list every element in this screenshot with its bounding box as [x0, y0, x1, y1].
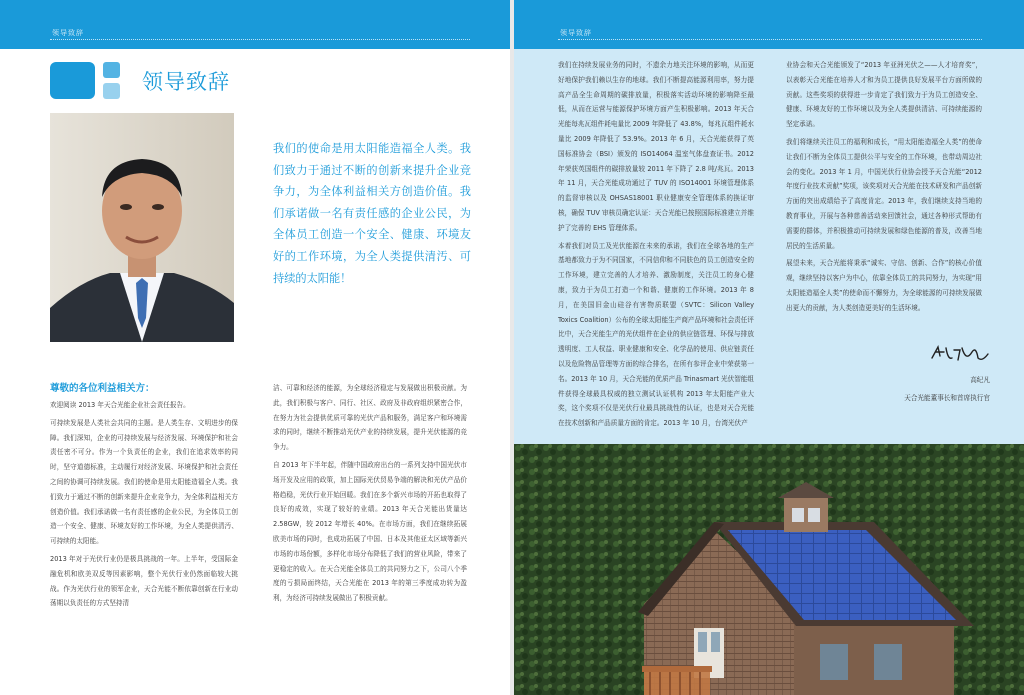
letter-column-4: [786, 58, 982, 319]
paragraph: 洁、可靠和经济的能源，为全球经济稳定与发展做出积极贡献。为此，我们积极与客户、同行、社区、政府及非政府组织紧密合作，在努力为社会提供优质可靠的光伏产品和服务，满足客户和环境需求的同时，继续不断推动光伏产业的持续发展，提升光伏能源的竞争力。: [273, 384, 467, 452]
paragraph: 业协会和天合光能颁发了“2013 年亚洲光伏之——人才培育奖”，以表彰天合光能在培养人才和为员工提供良好发展平台方面所做的贡献。这些奖项的获得进一步肯定了我们致力于为员工创造安全、健康、环境友好的工作环境以及为全人类提供清洁、可持续能源的坚定承诺。: [786, 61, 982, 129]
letter-column-3: [558, 58, 754, 434]
header-band-right: [514, 0, 1024, 49]
paragraph: 本着我们对员工及光伏能源在未来的承诺，我们在全球各地的生产基地都致力于为不同国家，不同信仰和不同肤色的员工创造安全的工作环境，建立完善的人才培养、激励制度，关注员工的身心健康，致力于为员工打造一个和谐、健康的工作环境。2013 年 8 月，在美国旧金山硅谷有害物质联盟（SVTC：Silicon Valley Toxics Coalition）公布的全球太阳能生产商产品环境和社会责任评比中，天合光能生产的光伏组件在企业的供应链管理、环保与排放透明度、工人权益、职业健康和安全、化学品的使用、供应链责任以及危险物品管理等方面的综合排名，在所有参评企业中荣获第一名。2013 年 10 月，天合光能的优质产品 Trinasmart 光伏智能组件获得全球最具权威的独立测试认证机构 2013 年太阳能产业大奖，这个奖项不仅是光伏行业最具挑战性的认证，也是对天合光能在技术创新和产品质量方面的肯定。2013 年 10 月，台湾光伏产: [558, 241, 754, 428]
paragraph: 可持续发展是人类社会共同的主题。是人类生存、文明进步的保障。我们深知，企业的可持续发展与经济发展、环境保护和社会责任密不可分。作为一个负责任的企业，我们在追求效率的同时，坚守道德标准，主动履行对经济发展、环境保护和社会责任之间的协调可持续发展。我们的使命是用太阳能造福全人类。我们致力于通过不断的创新来提升企业竞争力，为全体利益相关方创造价值。我们承诺做一名有责任感的企业公民，为全体员工创造一个安全、健康、环境友好的工作环境，为全人类提供清汚、可持续的太阳能。: [50, 418, 238, 546]
header-band-left: [0, 0, 510, 49]
paragraph: 我们将继续关注员工的福利和成长，“用太阳能造福全人类”的使命让我们不断为全体员工提供公平与安全的工作环境，也带动周边社会的变化。2013 年 1 月，中国光伏行业协会授予天合光能“2012 年度行业技术贡献”奖项，该奖项对天合光能在技术研发和产品创新方面的突出成绩给予了高度肯定。2013 年，我们继续支持当地的教育事业，开展与各种慈善活动来回馈社会，通过各种形式帮助有需要的群体，并积极推动可持续发展和绿色能源的普及，改善当地居民的生活质量。: [786, 137, 982, 250]
paragraph: 自 2013 年下半年起，伴随中国政府出台的一系列支持中国光伏市场开发及应用的政策，加上国际光伏贸易争端的解决和光伏产品价格趋稳，光伏行业开始回暖。我们在多个新兴市场的开拓也取得了良好的成效，实现了较好的业绩。2013 年天合光能出货量达 2.58GW，较 2012 年增长 40%。在市场方面，我们在继续拓展欧美市场的同时，也成功拓展了中国、日本及其他亚太区域等新兴市场的市场份额，多样化市场分布降低了我们的营业风险，带来了更稳定的收入。在天合光能全体员工的共同努力之下，公司八个季度的亏损局面终结，天合光能在 2013 年的第三季度成功转为盈利，为经济可持续发展做出了积极贡献。: [273, 460, 467, 603]
mission-statement: 我们的使命是用太阳能造福全人类。我们致力于通过不断的创新来提升企业竞争力，为全体利益相关方创造价值。我们承诺做一名有责任感的企业公民，为全体员工创造一个安全、健康、环境友好的工作环境，为全人类提供清汚、可持续的太阳能！: [273, 142, 471, 285]
page-title: 领导致辞: [142, 70, 230, 94]
paragraph: 我们在持续发展业务的同时，不遗余力地关注环境的影响，从而更好地保护我们赖以生存的地球。我们不断提高能源利用率，努力提高产品全生命周期的碳排放量，积极落实活动环境的影响降至最低，从而在运营与能源保护环境方面产生积极影响。2013 年天合光能每兆瓦组件耗电量比 2009 年降低了 43.8%，每兆瓦组件耗水量比 2009 年降低了 53.9%。2013 年 6 月，天合光能获得了英国标准协会（BSI）颁发的 ISO14064 温室气体盘查证书。2012 年荣获英国组件的碳排放量较 2011 年下降了 2.8 吨/兆瓦。2013 年 11 月，天合光能成功通过了 TUV 的 ISO14001 环境管理体系的监督审核以及 OHSAS18001 职业健康安全管理体系的换证审核，确保 TUV 审核员确定认证：天合光能已按照国际标准建立并维护了完善的 EHS 管理体系。: [558, 61, 754, 232]
handwritten-signature: [930, 344, 990, 364]
header-section-label-right: 领导致辞: [560, 29, 592, 37]
solar-house-photo: [514, 444, 1024, 695]
letter-column-1: [50, 398, 238, 614]
paragraph: 欢迎阅读 2013 年天合光能企业社会责任报告。: [50, 401, 190, 409]
paragraph: 2013 年对于光伏行业仍是极具挑战的一年。上半年，受国际金融危机和欧美双反等因素影响，整个光伏行业仍然面临较大挑战。作为光伏行业的领军企业，天合光能不断依靠创新在行业动荡期以负责任的方式坚持清: [50, 554, 238, 608]
header-section-label-left: 领导致辞: [52, 29, 84, 37]
greeting-heading: 尊敬的各位利益相关方：: [50, 383, 155, 394]
signatory-name: 高纪凡: [970, 376, 990, 384]
executive-portrait: [50, 113, 234, 342]
letter-column-2: [273, 381, 467, 609]
header-dotted-rule-left: [50, 39, 470, 40]
paragraph: 展望未来，天合光能将秉承“诚实、守信、创新、合作”的核心价值观，继续坚持以客户为中心，依靠全体员工的共同努力，为实现“用太阳能造福全人类”的使命而不懈努力，为全球能源的可持续发展做出更大的贡献，为人类创造更美好的生活环境。: [786, 259, 982, 312]
signatory-title: 天合光能董事长和首席执行官: [904, 394, 990, 402]
header-dotted-rule-right: [558, 39, 982, 40]
